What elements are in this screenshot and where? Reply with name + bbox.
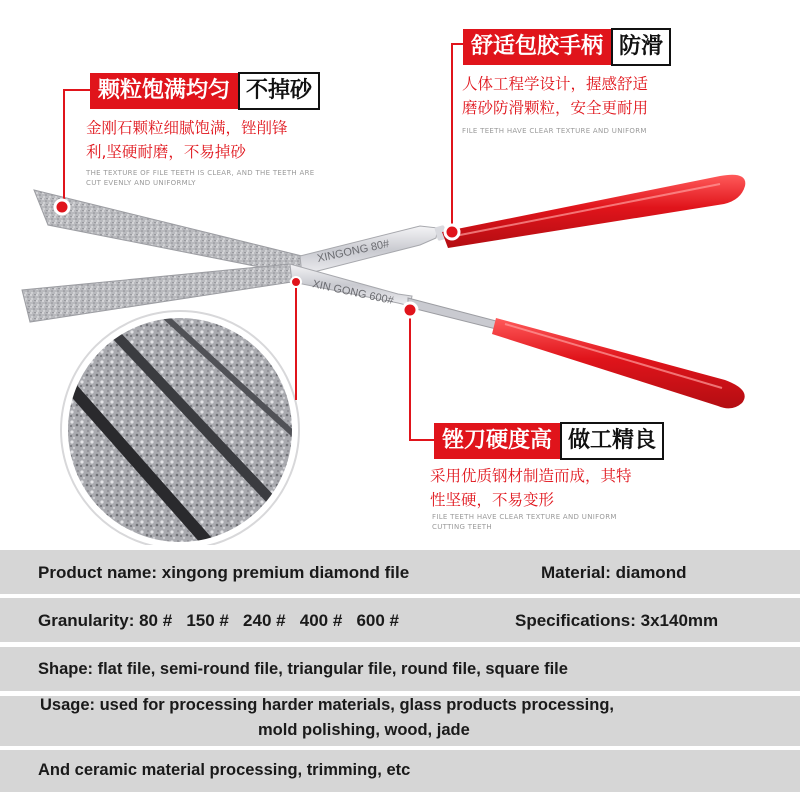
callout-hardness: [434, 422, 664, 460]
spec-specifications: Specifications: 3x140mm: [515, 611, 719, 630]
diamond-file-80: [34, 175, 745, 275]
texture-magnifier: [60, 310, 310, 545]
spec-granularity: Granularity: 80 # 150 # 240 # 400 # 600 #: [38, 611, 400, 630]
file-600-mark: XIN GONG 600#: [311, 278, 395, 308]
callout-desc: 金刚石颗粒细腻饱满，锉削锋 利,坚硬耐磨，不易掉砂: [86, 119, 288, 161]
callout-grit-uniform: [90, 72, 320, 110]
callout-desc: 采用优质钢材制造而成，其特 性坚硬，不易变形: [430, 467, 632, 509]
callout-title: 颗粒饱满均匀: [90, 73, 238, 109]
callout-tag: 不掉砂: [238, 72, 320, 110]
spec-shape: Shape: flat file, semi-round file, triangular file, round file, square file: [38, 660, 568, 678]
spec-usage-line1: Usage: used for processing harder materials, glass products processing,: [40, 696, 615, 714]
spec-material: Material: diamond: [541, 563, 687, 582]
spec-product-name: Product name: xingong premium diamond file: [38, 563, 410, 582]
spec-extra: And ceramic material processing, trimming, etc: [38, 761, 411, 779]
spec-usage-line2: mold polishing, wood, jade: [258, 721, 470, 739]
callout-title: 舒适包胶手柄: [463, 29, 611, 65]
callout-comfort-grip: [463, 28, 671, 66]
file-80-mark: XINGONG 80#: [316, 237, 391, 265]
callout-en: THE TEXTURE OF FILE TEETH IS CLEAR, AND THE TEETH ARE CUT EVENLY AND UNIFORMLY: [86, 169, 315, 187]
callout-title: 锉刀硬度高: [434, 423, 560, 459]
callout-desc: 人体工程学设计，握感舒适 磨砂防滑颗粒，安全更耐用: [462, 75, 649, 117]
callout-tag: 做工精良: [560, 422, 664, 460]
callout-en: FILE TEETH HAVE CLEAR TEXTURE AND UNIFORM: [462, 127, 647, 135]
callout-en: FILE TEETH HAVE CLEAR TEXTURE AND UNIFORM CUTTING TEETH: [432, 513, 617, 531]
callout-tag: 防滑: [611, 28, 671, 66]
